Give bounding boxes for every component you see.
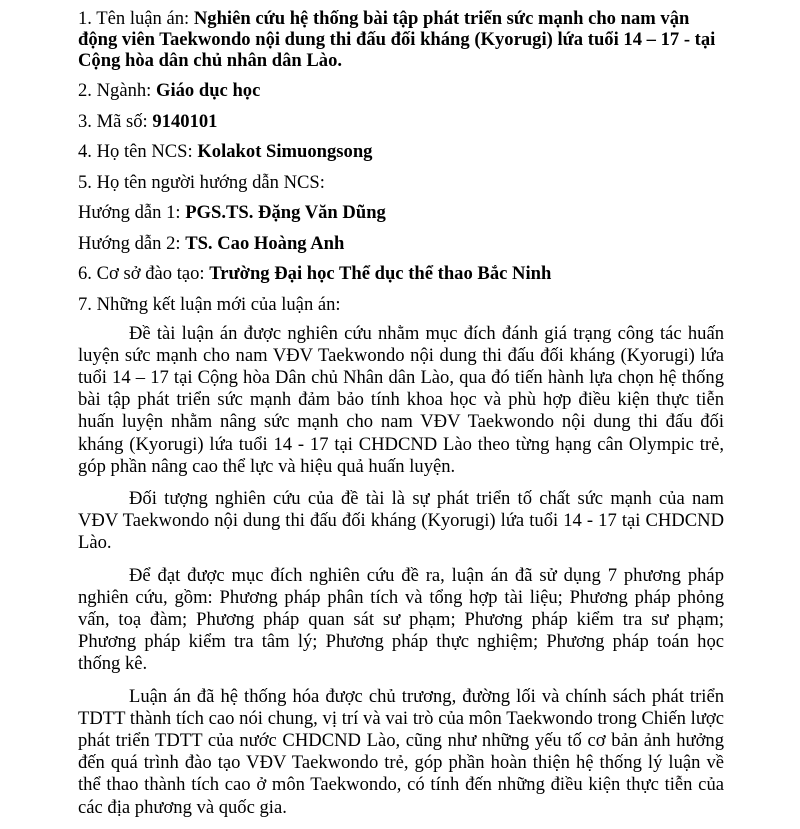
field-label: 2. Ngành: — [78, 80, 156, 101]
supervisor-1-name: PGS.TS. Đặng Văn Dũng — [185, 202, 386, 223]
paragraph-purpose: Đề tài luận án được nghiên cứu nhằm mục đích đánh giá trạng công tác huấn luyện sức mạnh cho nam VĐV Taekwondo nội dung thi đấu đối kháng (Kyorugi) lứa tuổi 14 – 17 tại Cộng hòa Dân chủ Nhân dân Lào, qua đó tiến hành lựa chọn hệ thống bài tập phát triển sức mạnh đảm bảo tính khoa học và phù hợp điều kiện thực tiễn huấn luyện nhằm nâng sức mạnh cho nam VĐV Taekwondo nội dung thi đấu đối kháng (Kyorugi) lứa tuổi 14 - 17 tại CHDCND Lào theo từng hạng cân Olympic trẻ, góp phần nâng cao thể lực và hiệu quả huấn luyện. — [78, 322, 724, 477]
field-thesis-title — [78, 8, 724, 71]
field-label: 6. Cơ sở đào tạo: — [78, 263, 210, 284]
field-candidate — [78, 141, 724, 162]
field-label: Hướng dẫn 2: — [78, 232, 186, 254]
paragraph-contribution: Luận án đã hệ thống hóa được chủ trương, đường lối và chính sách phát triển TDTT thành tích cao nói chung, vị trí và vai trò của môn Taekwondo trong Chiến lược phát triển TDTT của nước CHDCND Lào, cũng như những yếu tố cơ bản ảnh hưởng đến quá trình đào tạo VĐV Taekwondo trẻ, góp phần hoàn thiện hệ thống lý luận về thể thao thành tích cao ở môn Taekwondo, có tính đến những điều kiện thực tiễn của các địa phương và quốc gia. — [78, 685, 724, 818]
institution-name: Trường Đại học Thể dục thể thao Bắc Ninh — [209, 263, 552, 284]
field-code — [78, 111, 724, 132]
field-supervisor-1 — [78, 202, 724, 223]
field-institution — [78, 263, 724, 284]
major-value: Giáo dục học — [155, 80, 261, 101]
paragraph-subject: Đối tượng nghiên cứu của đề tài là sự phát triển tố chất sức mạnh của nam VĐV Taekwondo nội dung thi đấu đối kháng (Kyorugi) lứa tuổi 14 - 17 tại CHDCND Lào. — [78, 487, 724, 554]
field-supervisor-2 — [78, 233, 724, 254]
paragraph-methods: Để đạt được mục đích nghiên cứu đề ra, luận án đã sử dụng 7 phương pháp nghiên cứu, gồm: Phương pháp phân tích và tổng hợp tài liệu; Phương pháp phỏng vấn, toạ đàm; Phương pháp quan sát sư phạm; Phương pháp kiểm tra sư phạm; Phương pháp kiểm tra tâm lý; Phương pháp thực nghiệm; Phương pháp toán học thống kê. — [78, 564, 724, 675]
code-value: 9140101 — [152, 110, 218, 132]
field-label: 3. Mã số: — [78, 110, 153, 132]
field-label: 1. Tên luận án: — [78, 8, 194, 29]
field-label: 4. Họ tên NCS: — [78, 141, 198, 162]
field-label: Hướng dẫn 1: — [78, 202, 186, 223]
field-major — [78, 80, 724, 101]
candidate-name: Kolakot Simuongsong — [197, 141, 373, 162]
conclusions-heading: 7. Những kết luận mới của luận án: — [78, 293, 341, 315]
supervisors-heading: 5. Họ tên người hướng dẫn NCS: — [78, 171, 325, 193]
supervisor-2-name: TS. Cao Hoàng Anh — [185, 232, 345, 254]
thesis-title: Nghiên cứu hệ thống bài tập phát triển sức mạnh cho nam vận động viên Taekwondo nội dung thi đấu đối kháng (Kyorugi) lứa tuổi 14 – 17 - tại Cộng hòa dân chủ nhân dân Lào. — [78, 8, 716, 71]
document-page — [78, 8, 724, 829]
